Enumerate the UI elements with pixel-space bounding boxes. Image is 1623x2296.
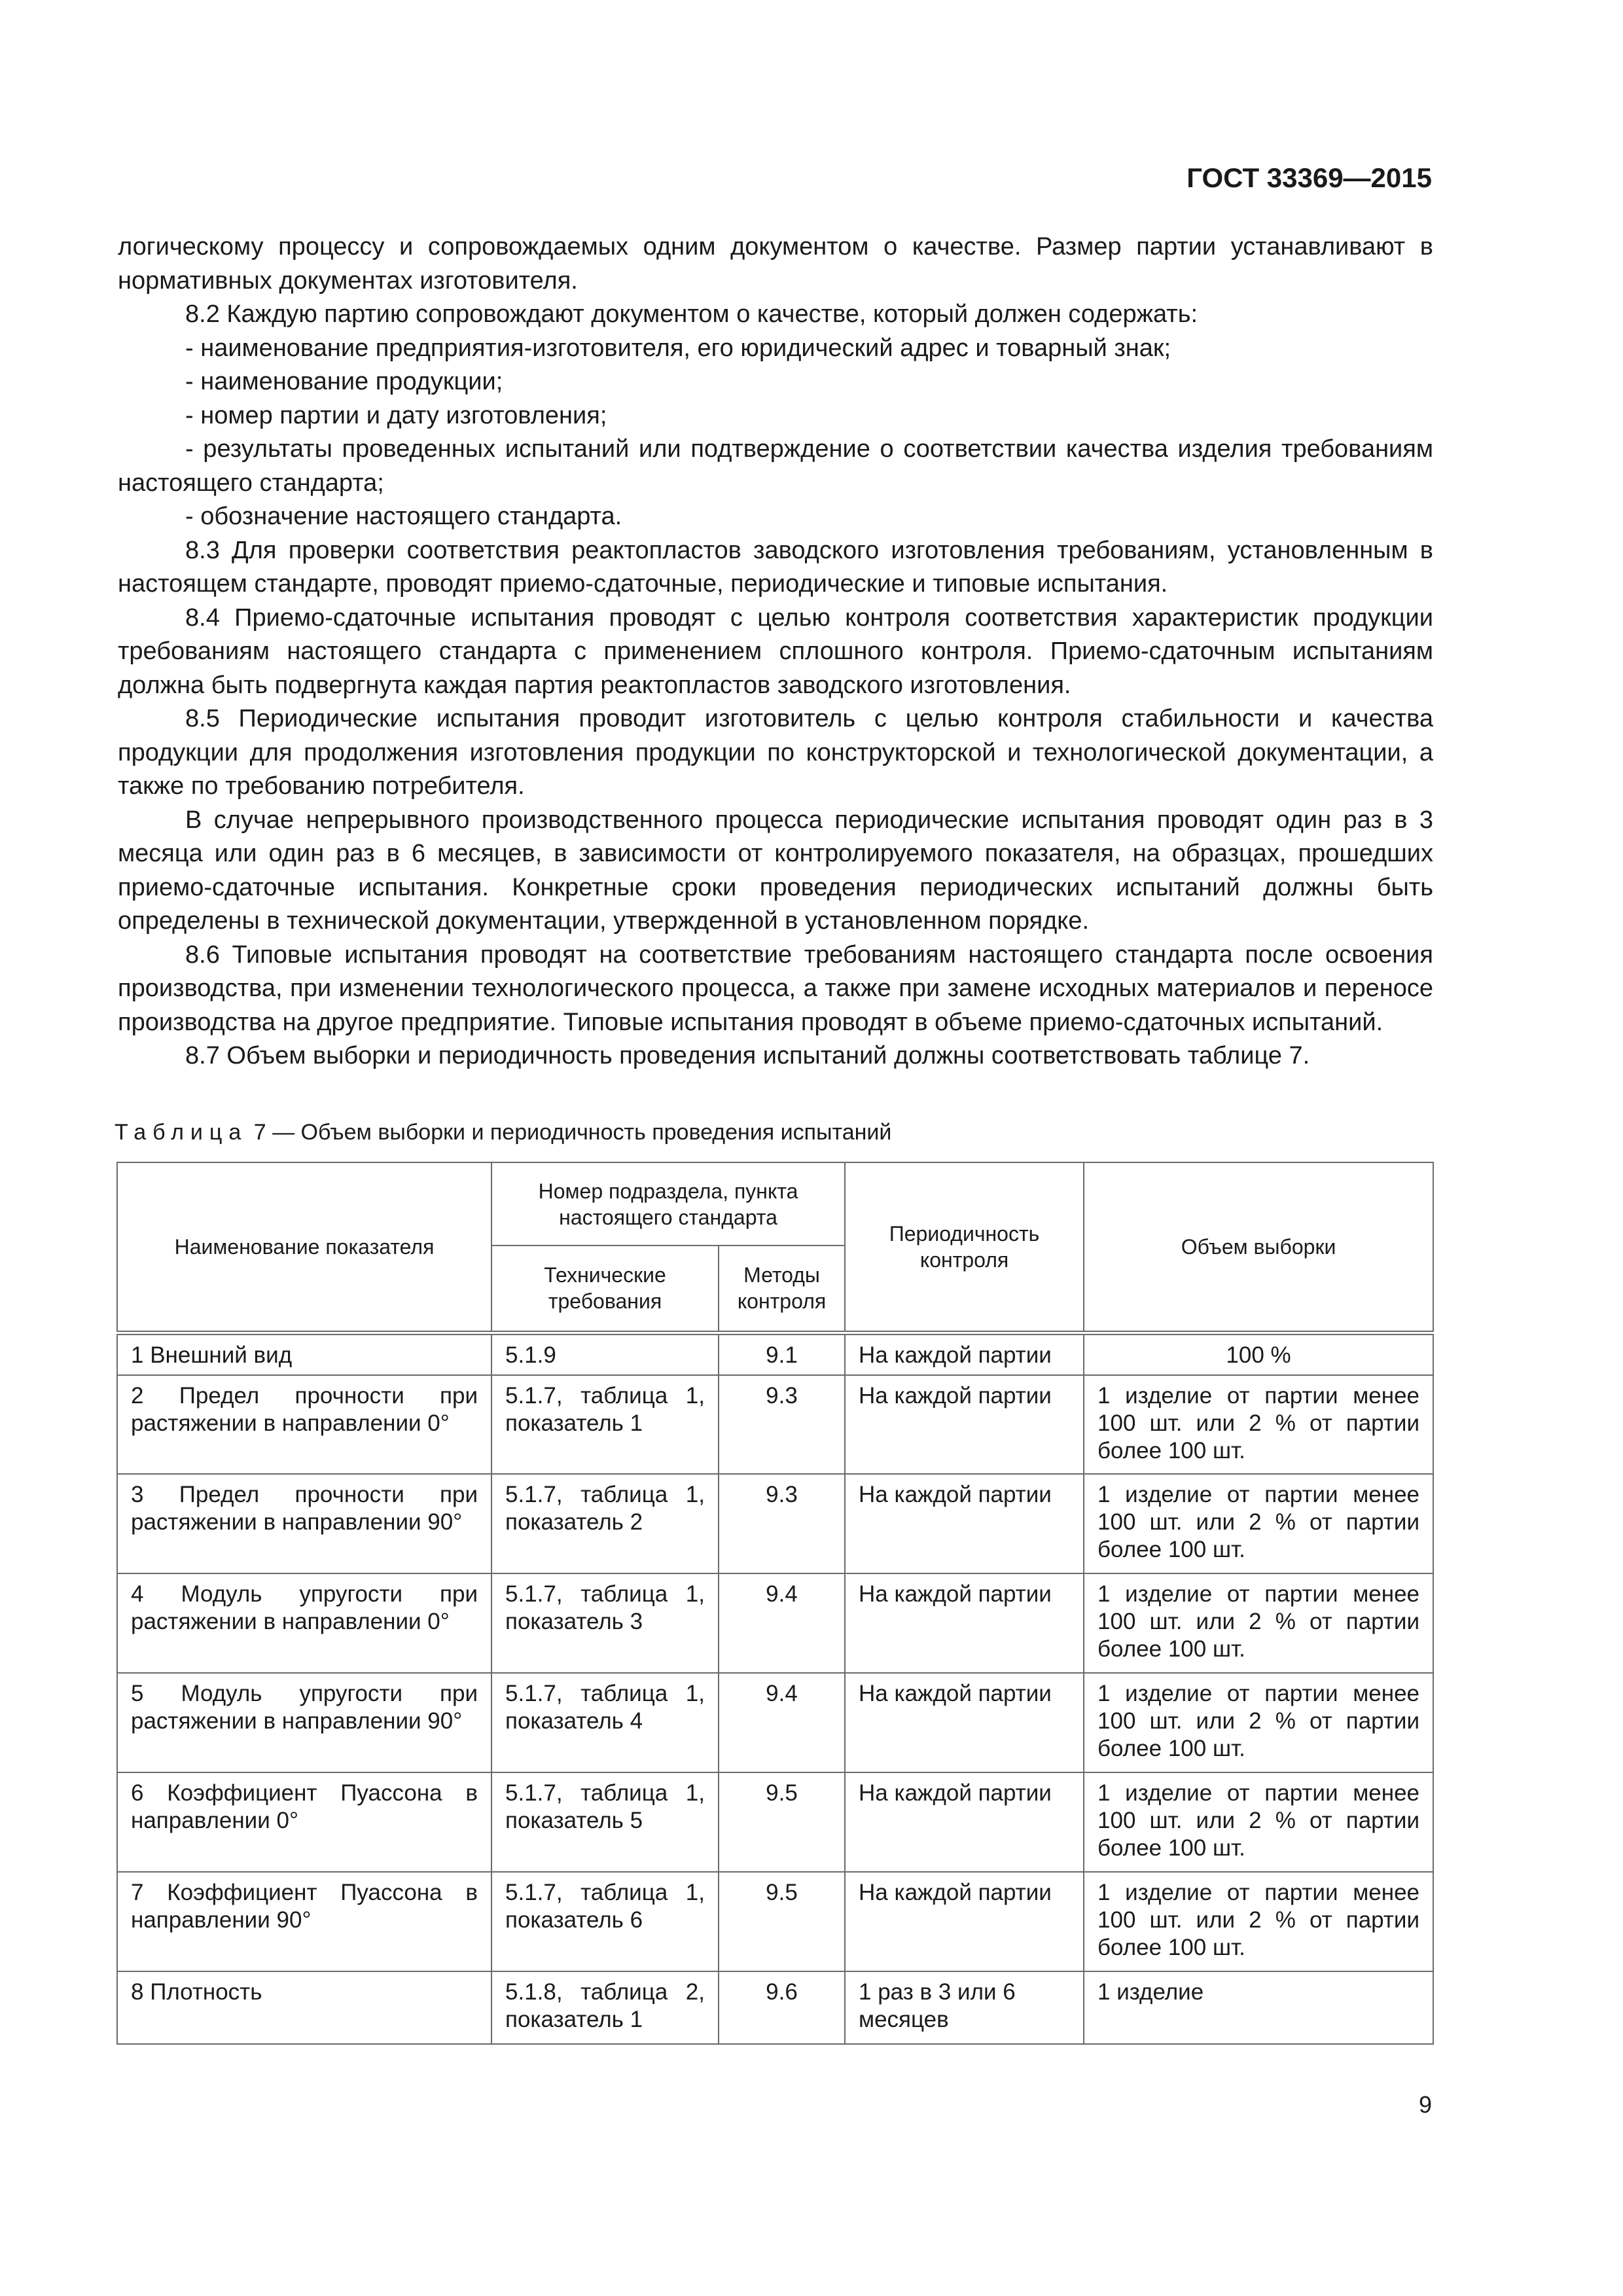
cell-indicator-name: 6 Коэффициент Пуассона в направлении 0°: [117, 1772, 491, 1872]
cell-tech-requirements: 5.1.7, таблица 1, показатель 2: [491, 1474, 719, 1573]
cell-test-method: 9.5: [719, 1872, 845, 1971]
cell-periodicity: На каждой партии: [845, 1673, 1084, 1772]
cell-indicator-name: 5 Модуль упругости при растяжении в направлении 90°: [117, 1673, 491, 1772]
header-test-methods: Методы контроля: [719, 1246, 845, 1333]
cell-indicator-name: 4 Модуль упругости при растяжении в направлении 0°: [117, 1573, 491, 1673]
paragraph: 8.2 Каждую партию сопровождают документом о качестве, который должен содержать:: [185, 300, 1198, 328]
cell-sample-volume: 1 изделие от партии менее 100 шт. или 2 % от партии более 100 шт.: [1084, 1474, 1433, 1573]
cell-periodicity: На каждой партии: [845, 1772, 1084, 1872]
cell-test-method: 9.6: [719, 1971, 845, 2044]
body-text: [118, 230, 1433, 1073]
cell-tech-requirements: 5.1.7, таблица 1, показатель 6: [491, 1872, 719, 1971]
paragraph: 8.7 Объем выборки и периодичность проведения испытаний должны соответствовать таблице 7.: [185, 1042, 1310, 1069]
header-tech-requirements: Технические требования: [491, 1246, 719, 1333]
cell-test-method: 9.1: [719, 1333, 845, 1375]
cell-periodicity: На каждой партии: [845, 1375, 1084, 1474]
cell-indicator-name: 2 Предел прочности при растяжении в направлении 0°: [117, 1375, 491, 1474]
cell-indicator-name: 1 Внешний вид: [117, 1333, 491, 1375]
cell-sample-volume: 1 изделие от партии менее 100 шт. или 2 % от партии более 100 шт.: [1084, 1673, 1433, 1772]
paragraph: - результаты проведенных испытаний или подтверждение о соответствии качества изделия требованиям настоящего стандарта;: [118, 435, 1433, 497]
cell-indicator-name: 8 Плотность: [117, 1971, 491, 2044]
paragraph: 8.3 Для проверки соответствия реактопластов заводского изготовления требованиям, установленным в настоящем стандарте, проводят приемо-сдаточные, периодические и типовые испытания.: [118, 536, 1433, 598]
cell-test-method: 9.3: [719, 1375, 845, 1474]
paragraph: 8.4 Приемо-сдаточные испытания проводят с целью контроля соответствия характеристик продукции требованиям настоящего стандарта с применением сплошного контроля. Приемо-сдаточным испытаниям должна быть подвергнута каждая партия реактопластов заводского изготовления.: [118, 603, 1433, 699]
cell-sample-volume: 100 %: [1084, 1333, 1433, 1375]
page-number: 9: [1418, 2091, 1432, 2118]
cell-sample-volume: 1 изделие от партии менее 100 шт. или 2 % от партии более 100 шт.: [1084, 1772, 1433, 1872]
table-row: [117, 1673, 1433, 1772]
cell-tech-requirements: 5.1.7, таблица 1, показатель 1: [491, 1375, 719, 1474]
cell-sample-volume: 1 изделие от партии менее 100 шт. или 2 % от партии более 100 шт.: [1084, 1375, 1433, 1474]
document-designation: ГОСТ 33369—2015: [1186, 162, 1432, 193]
cell-test-method: 9.4: [719, 1673, 845, 1772]
paragraph: - номер партии и дату изготовления;: [185, 401, 607, 429]
paragraph: - обозначение настоящего стандарта.: [185, 503, 622, 530]
paragraph: - наименование продукции;: [185, 368, 503, 395]
cell-tech-requirements: 5.1.8, таблица 2, показатель 1: [491, 1971, 719, 2044]
cell-periodicity: 1 раз в 3 или 6 месяцев: [845, 1971, 1084, 2044]
cell-test-method: 9.4: [719, 1573, 845, 1673]
cell-indicator-name: 3 Предел прочности при растяжении в направлении 90°: [117, 1474, 491, 1573]
cell-periodicity: На каждой партии: [845, 1872, 1084, 1971]
cell-indicator-name: 7 Коэффициент Пуассона в направлении 90°: [117, 1872, 491, 1971]
cell-tech-requirements: 5.1.9: [491, 1333, 719, 1375]
table-caption-title: 7 — Объем выборки и периодичность проведения испытаний: [247, 1120, 892, 1145]
table-row: [117, 1872, 1433, 1971]
cell-test-method: 9.5: [719, 1772, 845, 1872]
table-row: [117, 1333, 1433, 1375]
cell-periodicity: На каждой партии: [845, 1333, 1084, 1375]
cell-sample-volume: 1 изделие от партии менее 100 шт. или 2 % от партии более 100 шт.: [1084, 1872, 1433, 1971]
paragraph: - наименование предприятия-изготовителя, его юридический адрес и товарный знак;: [185, 334, 1171, 362]
table-caption: [115, 1120, 891, 1145]
header-indicator-name: Наименование показателя: [117, 1162, 491, 1333]
cell-sample-volume: 1 изделие от партии менее 100 шт. или 2 % от партии более 100 шт.: [1084, 1573, 1433, 1673]
paragraph: 8.6 Типовые испытания проводят на соответствие требованиям настоящего стандарта после освоения производства, при изменении технологического процесса, а также при замене исходных материалов и переносе производства на другое предприятие. Типовые испытания проводят в объеме приемо-сдаточных испытаний.: [118, 941, 1433, 1036]
table-row: [117, 1375, 1433, 1474]
table-body: [117, 1333, 1433, 2044]
paragraph: логическому процессу и сопровождаемых одним документом о качестве. Размер партии устанавливают в нормативных документах изготовителя.: [118, 233, 1433, 295]
table-caption-label: Таблица: [115, 1120, 248, 1145]
paragraph: 8.5 Периодические испытания проводит изготовитель с целью контроля стабильности и качества продукции для продолжения изготовления продукции по конструкторской и технологической документации, а также по требованию потребителя.: [118, 705, 1433, 800]
header-sample-volume: Объем выборки: [1084, 1162, 1433, 1333]
table-row: [117, 1772, 1433, 1872]
cell-tech-requirements: 5.1.7, таблица 1, показатель 3: [491, 1573, 719, 1673]
cell-tech-requirements: 5.1.7, таблица 1, показатель 5: [491, 1772, 719, 1872]
table-row: [117, 1573, 1433, 1673]
cell-test-method: 9.3: [719, 1474, 845, 1573]
sample-volume-table: [116, 1162, 1434, 2045]
cell-sample-volume: 1 изделие: [1084, 1971, 1433, 2044]
cell-periodicity: На каждой партии: [845, 1474, 1084, 1573]
header-section-group: Номер подраздела, пункта настоящего стандарта: [491, 1162, 845, 1246]
paragraph: В случае непрерывного производственного процесса периодические испытания проводят один раз в 3 месяца или один раз в 6 месяцев, в зависимости от контролируемого показателя, на образцах, прошедших приемо-сдаточные испытания. Конкретные сроки проведения периодических испытаний должны быть определены в технической документации, утвержденной в установленном порядке.: [118, 806, 1433, 935]
cell-tech-requirements: 5.1.7, таблица 1, показатель 4: [491, 1673, 719, 1772]
cell-periodicity: На каждой партии: [845, 1573, 1084, 1673]
table-row: [117, 1474, 1433, 1573]
table-row: [117, 1971, 1433, 2044]
header-periodicity: Периодичность контроля: [845, 1162, 1084, 1333]
